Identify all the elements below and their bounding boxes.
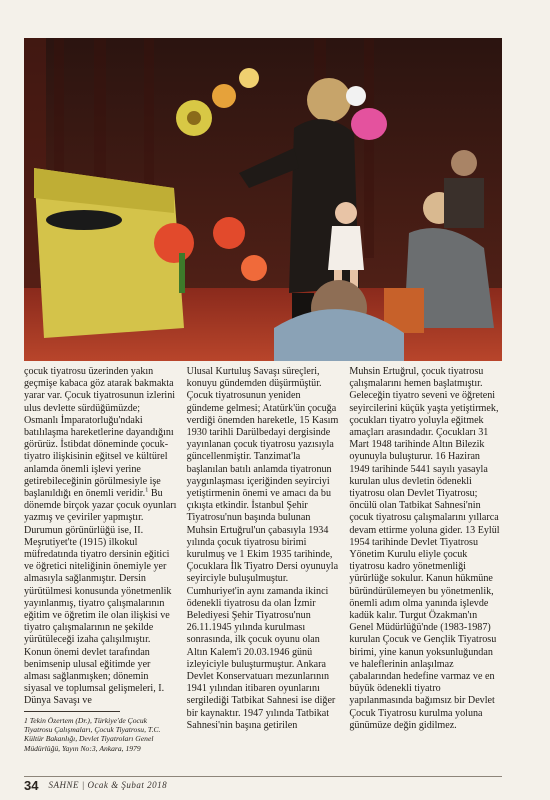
- page-number: 34: [24, 777, 39, 793]
- column-1-text-part-2: Bu dönemde birçok yazar çocuk oyunları yazmış ve çeviriler yapmıştır. Durumun görünürlüğü ise, II. Meşrutiyet'te (1915) ilkokul müfredatında tiyatro dersinin eğitici ve öğretici niteliğinin önemiyle yer almasıyla sağlanmıştır. Dersin yürütülmesi konusunda yönetmenlik yayınlanmış, tiyatro çalışmalarının eğitim ve öğretim ile olan ilişkisi ve tiyatro çalışmalarının ne şekilde yürütüleceği izaha çalışılmıştır. Konun önemi devlet tarafından benimsenip ulusal eğitimde yer alması sağlanmışken; dönemin siyasal ve toplumsal gelişmeleri, I. Dünya Savaşı ve: [24, 488, 177, 707]
- stage-photo: [24, 38, 502, 361]
- column-2-text: Ulusal Kurtuluş Savaşı süreçleri, konuyu gündemden düşürmüştür. Çocuk tiyatrosunun yeniden gündeme gelmesi; Atatürk'ün çocuğa verdiği önemden hareketle, 15 Kasım 1930 tarihli Darülbedayi dergisinde yayınlanan çocuk tiyatrosu yazısıyla güncellenmiştir. Tanzimat'la başlanılan batılı anlamda tiyatronun yaygınlaşması içeriğinden seyirciyi yetiştirmenin önemi ve amacı da bu çıkışta etkindir. İstanbul Şehir Tiyatrosu'nun başında bulunan Muhsin Ertuğrul'un çabasıyla 1934 yılında çocuk tiyatrosu birimi kurulmuş ve 1 Ekim 1935 tarihinde, Çocuklara İlk Tiyatro Dersi oyunuyla seyirciyle buluşulmuştur. Cumhuriyet'in aynı zamanda ikinci ödenekli tiyatrosu da olan İzmir Belediyesi Şehir Tiyatrosu'nun 26.11.1945 yılında kurulması sonrasında, ilk çocuk oyunu olan Altın Kalem'i 20.03.1946 günü izleyiciyle buluşturmuştur. Ankara Devlet Konservatuarı mezunlarının 1941 yılından itibaren oyunlarını sergilediği Tatbikat Sahnesi ise diğer bir kaynaktır. 1947 yılında Tatbikat Sahnesi'nin başına getirilen: [186, 366, 339, 731]
- column-3-text: Muhsin Ertuğrul, çocuk tiyatrosu çalışmalarını hemen başlatmıştır. Geleceğin tiyatro seveni ve öğreteni seyircilerini küçük yaşta yetiştirmek, çocukları tiyatro yoluyla eğitmek amaçları arasındadır. Çocukları 31 Mart 1948 tarihinde Altın Bilezik oyunuyla buluşturur. 16 Haziran 1949 tarihinde 5441 sayılı yasayla kurulan ulus devletin ödenekli tiyatrosu olan Devlet Tiyatrosu; öncülü olan Tatbikat Sahnesi'nin çocuk tiyatrosu çalışmalarını yıllarca devam ettirme yoluna gider. 13 Eylül 1954 tarihinde Devlet Tiyatrosu Yönetim Kurulu eliyle çocuk tiyatrosu kadro yönetmenliği yürürlüğe sokulur. Kanun hükmüne büründürülemeyen bu yönetmenlik, önemli adım olma yanında işlevde kadük kalır. Turgut Özakman'ın Genel Müdürlüğü'nde (1983-1987) kurulan Çocuk ve Gençlik Tiyatrosu birimi, yine kanun yoksunluğundan ve haleflerinin anlaşılmaz çabalarından hedefine varmaz ve en büyük ödenekli tiyatro yapılanmasında bağımsız bir Devlet Çocuk Tiyatrosu kurulma yoluna günümüze değin gidilmez.: [349, 366, 500, 731]
- column-3: [349, 366, 502, 742]
- magazine-name: SAHNE | Ocak & Şubat 2018: [48, 780, 168, 790]
- column-1-text: [24, 366, 177, 708]
- stage-photo-illustration: [24, 38, 502, 361]
- article-columns: [24, 366, 502, 753]
- footnote-marker: 1: [145, 486, 149, 494]
- column-1-text-part-1: çocuk tiyatrosu üzerinden yakın geçmişe kabaca göz atarak bakmakta yarar var. Çocuk tiyatrosunun izlerini ulus devlette sürdüğümüzde; Osmanlı İmparatorluğu'ndaki batılılaşma hareketlerine dayandığını görürüz. İstibdat döneminde çocuk-tiyatro ilişkisinin eğitsel ve kültürel anlamda önemli işlevi yerine getirebileceğinin görülmesiyle işe başlanıldığı en önemli veridir.: [24, 366, 176, 500]
- footnote-rule: [24, 711, 120, 714]
- column-2: [187, 366, 340, 742]
- page-footer: [24, 776, 502, 793]
- column-1: [24, 366, 177, 753]
- footnote-text: 1 Tekin Özertem (Dr.), Türkiye'de Çocuk Tiyatrosu Çalışmaları, Çocuk Tiyatrosu, T.C. Kültür Bakanlığı, Devlet Tiyatroları Genel Müdürlüğü, Yayın No:3, Ankara, 1979: [24, 715, 161, 753]
